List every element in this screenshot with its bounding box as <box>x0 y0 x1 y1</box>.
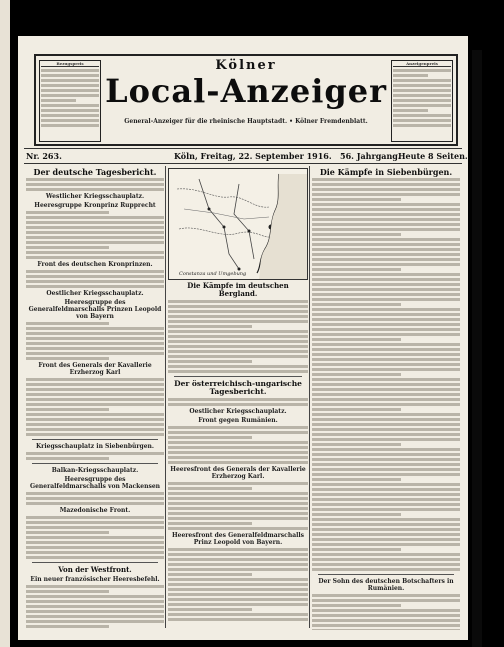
section-heading: Front des deutschen Kronprinzen. <box>37 261 153 268</box>
text-line <box>168 360 252 363</box>
text-line <box>26 398 164 401</box>
text-line <box>168 563 308 566</box>
section-heading: Front gegen Rumänien. <box>198 417 278 424</box>
text-line <box>312 198 401 201</box>
text-line <box>26 388 164 391</box>
text-line <box>312 243 460 246</box>
text-line <box>393 99 451 102</box>
text-line <box>312 568 460 571</box>
issue-year: 56. Jahrgang. <box>340 151 401 161</box>
text-line <box>168 403 308 406</box>
text-line <box>168 398 308 401</box>
text-line <box>393 124 451 127</box>
text-line <box>393 94 451 97</box>
text-line <box>26 625 109 628</box>
text-line <box>168 487 252 490</box>
text-line <box>168 482 308 485</box>
text-line <box>168 350 308 353</box>
text-line <box>168 365 308 368</box>
text-line <box>168 446 308 449</box>
text-line <box>393 89 451 92</box>
text-line <box>168 573 252 576</box>
newspaper-subtitle: General-Anzeiger für die rheinische Hauptstadt. • Kölner Fremdenblatt. <box>124 118 368 125</box>
text-line <box>41 104 99 107</box>
text-line <box>26 347 164 350</box>
text-line <box>26 536 164 539</box>
text-line <box>312 263 460 266</box>
separator-rule <box>32 562 158 563</box>
text-line <box>26 457 109 460</box>
text-line <box>26 526 164 529</box>
text-line <box>312 228 460 231</box>
text-line <box>168 613 308 616</box>
section-heading: Oestlicher Kriegsschauplatz. <box>189 408 287 415</box>
text-line <box>312 373 401 376</box>
text-line <box>393 109 428 112</box>
text-line <box>312 258 460 261</box>
text-line <box>312 493 460 496</box>
text-line <box>312 518 460 521</box>
text-line <box>26 221 164 224</box>
text-line <box>312 268 401 271</box>
text-line <box>312 619 460 622</box>
text-line <box>26 183 164 186</box>
text-line <box>26 516 164 519</box>
text-line <box>168 558 308 561</box>
text-line <box>168 461 308 464</box>
section-heading: Heeresfront des Generalfeldmarschalls Prinz Leopold von Bayern. <box>171 532 305 546</box>
text-line <box>168 436 252 439</box>
headline-westfront: Von der Westfront. <box>58 565 132 574</box>
text-line <box>26 285 164 288</box>
text-line <box>26 546 164 549</box>
text-line <box>168 593 308 596</box>
text-line <box>26 256 164 259</box>
text-line <box>26 275 164 278</box>
section-heading: Kriegsschauplatz in Siebenbürgen. <box>35 443 155 450</box>
text-line <box>168 305 308 308</box>
issue-place-date: Köln, Freitag, 22. September 1916. <box>174 151 332 161</box>
text-line <box>26 378 164 381</box>
text-line <box>312 283 460 286</box>
text-line <box>393 69 451 72</box>
text-line <box>168 335 308 338</box>
text-line <box>26 551 164 554</box>
text-line <box>312 488 460 491</box>
text-line <box>312 383 460 386</box>
text-line <box>168 618 308 621</box>
text-line <box>312 368 460 371</box>
text-line <box>312 408 401 411</box>
text-line <box>168 578 308 581</box>
constanza-map <box>168 168 308 280</box>
text-line <box>168 441 308 444</box>
section-heading: Balkan-Kriegsschauplatz. <box>51 467 139 474</box>
advertisement-price-title: Anzeigenpreis <box>393 62 451 67</box>
text-line <box>312 629 460 630</box>
column-rule <box>165 166 166 628</box>
section-heading: Heeresgruppe des Generalfeldmarschalls Prinzen Leopold von Bayern <box>28 299 162 320</box>
section-heading: Front des Generals der Kavallerie Erzherzog Karl <box>38 362 152 376</box>
section-heading: Heeresgruppe Kronprinz Rupprecht <box>34 202 156 209</box>
text-line <box>312 624 460 627</box>
text-line <box>312 388 460 391</box>
text-line <box>312 468 460 471</box>
text-line <box>168 598 308 601</box>
text-line <box>312 448 460 451</box>
text-line <box>312 528 460 531</box>
text-line <box>26 337 164 340</box>
text-line <box>312 203 460 206</box>
separator-rule <box>318 574 454 575</box>
text-line <box>312 208 460 211</box>
text-line <box>168 603 308 606</box>
text-line <box>312 538 460 541</box>
text-line <box>168 548 308 551</box>
text-line <box>26 280 164 283</box>
text-line <box>41 119 99 122</box>
section-heading: Oestlicher Kriegsschauplatz. <box>46 290 144 297</box>
text-line <box>312 438 460 441</box>
text-line <box>41 84 99 87</box>
text-line <box>312 303 401 306</box>
text-line <box>312 298 460 301</box>
text-line <box>168 588 308 591</box>
text-line <box>26 216 164 219</box>
text-line <box>168 370 308 373</box>
text-line <box>26 332 164 335</box>
text-line <box>168 320 308 323</box>
text-line <box>168 568 308 571</box>
text-line <box>312 183 460 186</box>
text-line <box>312 543 460 546</box>
text-line <box>26 270 164 273</box>
text-line <box>41 94 99 97</box>
text-line <box>312 313 460 316</box>
text-line <box>168 451 308 454</box>
text-line <box>26 226 164 229</box>
text-line <box>312 233 401 236</box>
text-line <box>26 428 164 431</box>
text-line <box>312 599 460 602</box>
text-line <box>26 492 164 495</box>
text-line <box>26 357 109 360</box>
headline-siebenbuergen: Die Kämpfe in Siebenbürgen. <box>319 167 453 177</box>
text-line <box>41 114 99 117</box>
text-line <box>168 583 308 586</box>
text-line <box>312 548 401 551</box>
section-heading: Der Sohn des deutschen Botschafters in Rumänien. <box>318 578 454 592</box>
masthead <box>34 54 458 146</box>
text-line <box>26 531 109 534</box>
separator-rule <box>32 439 158 440</box>
text-line <box>312 378 460 381</box>
text-line <box>41 74 99 77</box>
headline-german-report: Der deutsche Tagesbericht. <box>33 167 157 177</box>
text-line <box>312 503 460 506</box>
text-line <box>168 340 308 343</box>
text-line <box>168 310 308 313</box>
text-line <box>312 483 460 486</box>
text-line <box>168 431 308 434</box>
text-line <box>393 114 451 117</box>
text-line <box>312 273 460 276</box>
text-line <box>26 342 164 345</box>
text-line <box>312 343 460 346</box>
text-line <box>26 178 164 181</box>
text-line <box>26 541 164 544</box>
text-line <box>312 293 460 296</box>
section-heading: Heeresfront des Generals der Kavallerie Erzherzog Karl. <box>170 466 306 480</box>
section-heading: Ein neuer französischer Heeresbefehl. <box>30 576 160 583</box>
text-line <box>312 188 460 191</box>
text-line <box>312 223 460 226</box>
text-line <box>26 620 164 623</box>
text-line <box>312 458 460 461</box>
text-line <box>312 358 460 361</box>
text-line <box>168 325 252 328</box>
section-heading: Westlicher Kriegsschauplatz. <box>45 193 145 200</box>
text-line <box>312 463 460 466</box>
text-line <box>312 328 460 331</box>
text-line <box>312 393 460 396</box>
text-line <box>312 513 401 516</box>
text-line <box>312 403 460 406</box>
column-left <box>26 166 164 630</box>
text-line <box>26 188 164 191</box>
text-line <box>393 104 451 107</box>
map-caption: Constanza und Umgebung <box>179 271 247 277</box>
text-line <box>26 322 109 325</box>
text-line <box>312 238 460 241</box>
text-line <box>26 418 164 421</box>
text-line <box>312 533 460 536</box>
text-line <box>312 348 460 351</box>
text-line <box>312 218 460 221</box>
text-line <box>168 492 308 495</box>
adjacent-page-edge <box>0 0 10 647</box>
text-line <box>26 413 164 416</box>
text-line <box>312 453 460 456</box>
text-line <box>26 605 164 608</box>
text-line <box>312 363 460 366</box>
text-line <box>312 498 460 501</box>
text-line <box>312 508 460 511</box>
text-line <box>312 248 460 251</box>
text-line <box>312 338 401 341</box>
text-line <box>393 79 451 82</box>
text-line <box>168 512 308 515</box>
text-line <box>312 614 460 617</box>
text-line <box>26 600 164 603</box>
text-line <box>312 178 460 181</box>
newspaper-title: Local-Anzeiger <box>105 72 387 110</box>
text-line <box>168 497 308 500</box>
text-line <box>393 84 451 87</box>
text-line <box>312 308 460 311</box>
text-line <box>312 609 460 612</box>
text-line <box>26 585 164 588</box>
text-line <box>312 473 460 476</box>
text-line <box>312 398 460 401</box>
text-line <box>312 563 460 566</box>
text-line <box>168 330 308 333</box>
text-line <box>41 109 99 112</box>
issue-pages: Heute 8 Seiten. <box>398 151 468 161</box>
text-line <box>26 211 109 214</box>
text-line <box>26 590 109 593</box>
text-line <box>312 418 460 421</box>
dateline <box>24 148 468 164</box>
text-line <box>168 456 308 459</box>
text-line <box>26 521 164 524</box>
text-line <box>312 443 401 446</box>
text-line <box>26 408 109 411</box>
text-line <box>312 323 460 326</box>
text-line <box>26 251 164 254</box>
text-line <box>312 523 460 526</box>
text-line <box>168 507 308 510</box>
separator-rule <box>32 463 158 464</box>
text-line <box>168 345 308 348</box>
text-line <box>26 246 109 249</box>
map-drawing <box>169 169 307 279</box>
text-line <box>26 352 164 355</box>
text-line <box>41 89 99 92</box>
text-line <box>26 497 164 500</box>
text-line <box>26 236 164 239</box>
text-line <box>312 213 460 216</box>
text-line <box>26 403 164 406</box>
text-line <box>26 615 164 618</box>
text-line <box>312 353 460 356</box>
text-line <box>26 383 164 386</box>
section-heading: Mazedonische Front. <box>59 507 131 514</box>
issue-number: Nr. 263. <box>26 151 62 161</box>
text-line <box>41 99 76 102</box>
text-line <box>168 527 308 530</box>
column-rule <box>309 166 310 628</box>
text-line <box>168 426 308 429</box>
text-line <box>312 318 460 321</box>
text-line <box>26 241 164 244</box>
scanner-shadow <box>472 50 482 647</box>
column-middle <box>168 166 308 630</box>
advertisement-price-box <box>391 60 453 142</box>
separator-rule <box>174 376 302 377</box>
text-line <box>26 423 164 426</box>
text-line <box>168 522 252 525</box>
text-line <box>312 253 460 256</box>
text-line <box>168 517 308 520</box>
text-line <box>168 315 308 318</box>
headline-austrian-report: Der österreichisch-ungarische Tagesbericht. <box>174 379 302 396</box>
text-line <box>26 556 164 559</box>
text-line <box>168 608 252 611</box>
text-line <box>312 333 460 336</box>
text-line <box>26 327 164 330</box>
text-line <box>26 595 164 598</box>
text-line <box>393 119 451 122</box>
text-line <box>312 558 460 561</box>
text-line <box>41 124 99 127</box>
text-line <box>312 433 460 436</box>
text-line <box>312 193 460 196</box>
column-right <box>312 166 460 630</box>
text-line <box>393 74 428 77</box>
text-line <box>26 433 164 436</box>
text-line <box>312 423 460 426</box>
text-line <box>312 428 460 431</box>
text-line <box>312 288 460 291</box>
newspaper-page <box>18 36 468 640</box>
text-line <box>26 610 164 613</box>
headline-bergland: Die Kämpfe im deutschen Bergland. <box>187 281 289 298</box>
text-line <box>312 594 460 597</box>
text-line <box>312 553 460 556</box>
text-line <box>26 231 164 234</box>
text-line <box>312 413 460 416</box>
subscription-price-title: Bezugspreis <box>41 62 99 67</box>
text-line <box>168 553 308 556</box>
text-line <box>26 502 164 505</box>
masthead-kolner: Kölner <box>215 58 277 73</box>
section-heading: Heeresgruppe des Generalfeldmarschalls von Mackensen <box>29 476 161 490</box>
text-line <box>41 79 99 82</box>
text-line <box>168 355 308 358</box>
text-line <box>26 393 164 396</box>
text-line <box>312 478 401 481</box>
text-line <box>312 278 460 281</box>
text-line <box>312 604 401 607</box>
text-line <box>26 452 164 455</box>
text-line <box>168 502 308 505</box>
text-line <box>168 300 308 303</box>
